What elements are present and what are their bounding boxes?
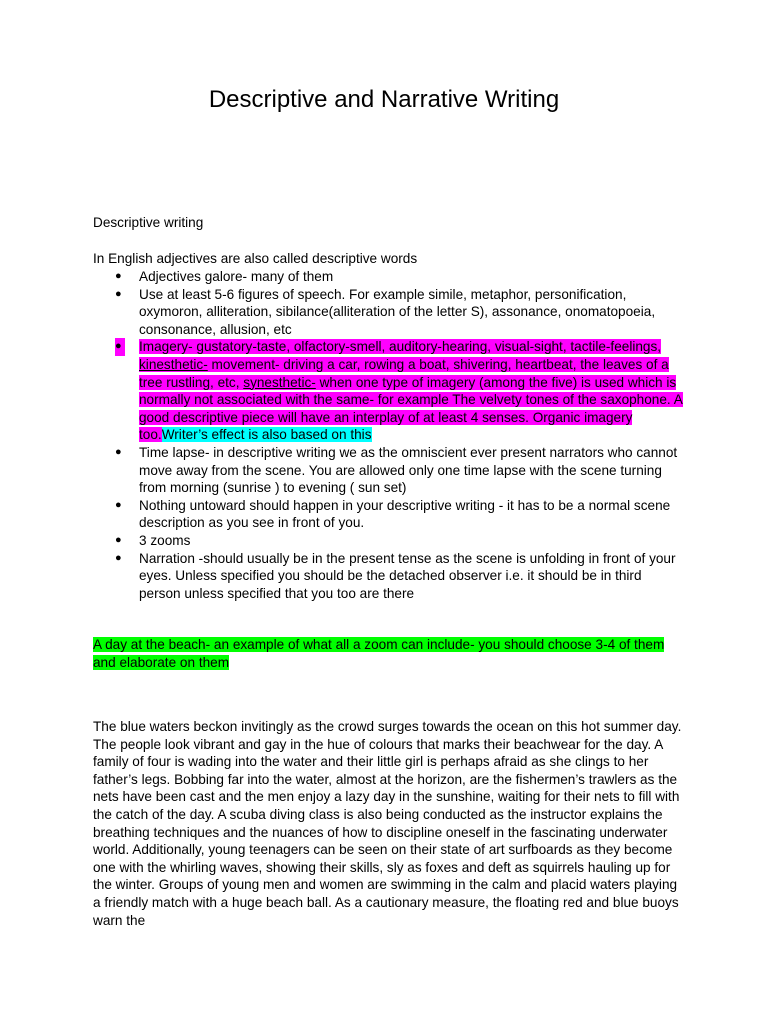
bullet-text: Adjectives galore- many of them <box>139 269 334 284</box>
list-item <box>93 268 683 286</box>
intro-line: In English adjectives are also called descriptive words <box>93 251 418 266</box>
list-item <box>93 532 683 550</box>
writers-effect-note: Writer’s effect is also based on this <box>161 427 372 443</box>
list-item <box>93 497 683 532</box>
example-heading <box>93 636 683 671</box>
kinesthetic-term: kinesthetic- <box>139 356 208 372</box>
bullet-text: Nothing untoward should happen in your descriptive writing - it has to be a normal scene description as you see in front of you. <box>139 497 671 531</box>
bullet-text: Time lapse- in descriptive writing we as the omniscient ever present narrators who cannot move away from the scene. You are allowed only one time lapse with the scene turning from morning (sunrise ) to evening ( sun set) <box>139 444 678 496</box>
bullet-icon: ● <box>115 270 122 282</box>
bullet-list <box>93 268 683 602</box>
list-item-imagery <box>93 338 683 444</box>
bullet-icon: ● <box>115 287 122 300</box>
list-item <box>93 286 683 339</box>
section-heading: Descriptive writing <box>93 215 204 230</box>
bullet-text: 3 zooms <box>139 532 191 548</box>
beach-paragraph: The blue waters beckon invitingly as the crowd surges towards the ocean on this hot summer day. The people look vibrant and gay in the hue of colours that marks their beachwear for the day. A family of four is wading into the water and their little girl is perhaps afraid as she clings to her father’s legs. Bobbing far into the water, almost at the horizon, are the fishermen’s trawlers as the nets have been cast and the men enjoy a lazy day in the sunshine, waiting for their nets to fill with the catch of the day. A scuba diving class is also being conducted as the instructor explains the breathing techniques and the nuances of how to discipline oneself in the fascinating underwater world. Additionally, young teenagers can be seen on their state of art surfboards as they become one with the whirling waves, showing their skills, sly as foxes and deft as squirrels hauling up for the winter. Groups of young men and women are swimming in the calm and placid waters playing a friendly match with a huge beach ball. As a cautionary measure, the floating red and blue buoys warn the <box>93 719 682 928</box>
list-item <box>93 550 683 603</box>
imagery-text: Imagery- gustatory-taste, olfactory-smell, auditory-hearing, visual-sight, tactile-feelings, <box>139 339 662 355</box>
imagery-text: when one type of imagery (among the five) is used which is normally not associated with the same- for example The velvety tones of the saxophone. A good descriptive piece will have an interplay of at least 4 senses. Organic imagery too. <box>139 374 683 443</box>
bullet-icon: ● <box>115 498 122 511</box>
bullet-text: Narration -should usually be in the present tense as the scene is unfolding in front of your eyes. Unless specified you should be the detached observer i.e. it should be in third person unless specified that you too are there <box>139 550 676 601</box>
bullet-icon: ● <box>115 445 122 458</box>
bullet-icon: ● <box>115 533 122 546</box>
bullet-icon: ● <box>115 338 125 356</box>
document-title: Descriptive and Narrative Writing <box>208 86 560 113</box>
synesthetic-term: synesthetic- <box>243 374 316 390</box>
bullet-icon: ● <box>115 551 122 564</box>
bullet-text: Use at least 5-6 figures of speech. For example simile, metaphor, personification, oxymoron, alliteration, sibilance(alliteration of the letter S), assonance, onomatopoeia, consonance, allusion, etc <box>139 286 656 337</box>
imagery-text: movement- driving a car, rowing a boat, shivering, heartbeat, the leaves of a tree rustling, etc, <box>139 356 669 390</box>
list-item <box>93 444 683 497</box>
example-heading-text: A day at the beach- an example of what all a zoom can include- you should choose 3-4 of them and elaborate on them <box>93 637 665 670</box>
